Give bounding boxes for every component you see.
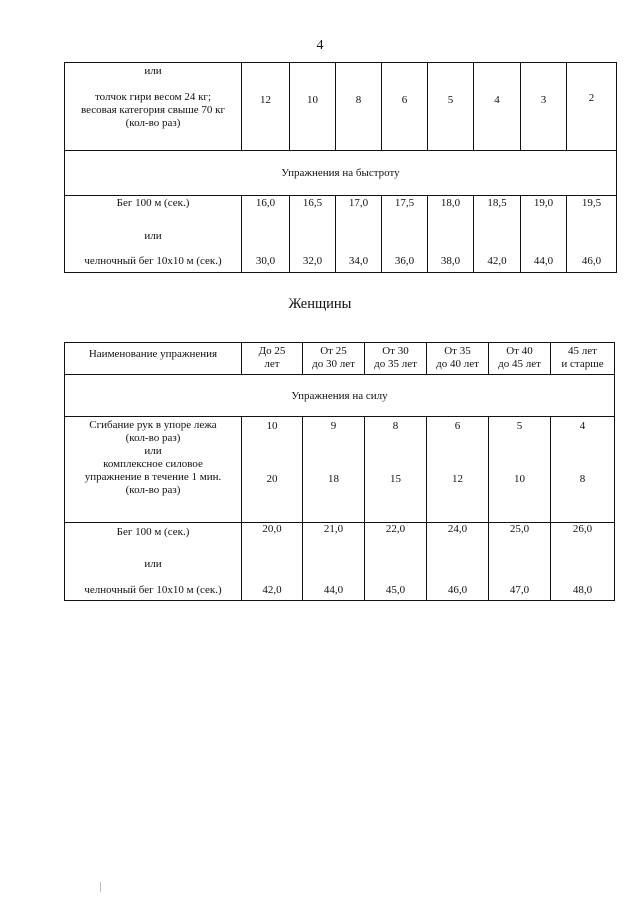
label-line: комплексное силовое bbox=[103, 458, 203, 470]
label-line: весовая категория свыше 70 кг bbox=[81, 104, 225, 116]
value-pair bbox=[551, 523, 615, 601]
value-bottom: 32,0 bbox=[302, 255, 323, 267]
header-line: От 30 bbox=[382, 345, 409, 357]
value-top: 26,0 bbox=[572, 523, 593, 535]
header-line: и старше bbox=[561, 358, 604, 370]
value-pair bbox=[551, 417, 615, 523]
label-line: (кол-во раз) bbox=[125, 432, 181, 444]
value-bottom: 46,0 bbox=[447, 584, 468, 596]
value-top: 18,5 bbox=[487, 197, 507, 209]
kettlebell-row bbox=[65, 63, 617, 151]
label-line: или bbox=[144, 65, 162, 77]
header-age-column bbox=[242, 343, 303, 375]
value-top: 16,0 bbox=[255, 197, 276, 209]
value-top: 17,5 bbox=[394, 197, 415, 209]
value-pair bbox=[382, 196, 428, 273]
value-bottom: 38,0 bbox=[440, 255, 461, 267]
value-pair bbox=[242, 196, 290, 273]
header-line: От 35 bbox=[444, 345, 471, 357]
run-exercise-name bbox=[65, 523, 242, 601]
section-row-strength bbox=[65, 375, 615, 417]
header-age-column bbox=[427, 343, 489, 375]
scan-artifact-mark bbox=[100, 882, 101, 892]
label-line: или bbox=[144, 445, 162, 457]
label-mid: или bbox=[144, 558, 162, 570]
value-bottom: 44,0 bbox=[533, 255, 554, 267]
value-bottom: 12 bbox=[452, 473, 463, 485]
value-bottom: 44,0 bbox=[323, 584, 344, 596]
strength-row bbox=[65, 417, 615, 523]
header-line: От 25 bbox=[320, 345, 347, 357]
value-top: 25,0 bbox=[509, 523, 530, 535]
value-pair bbox=[303, 523, 365, 601]
value-bottom: 10 bbox=[514, 473, 525, 485]
value-bottom: 18 bbox=[328, 473, 339, 485]
value-bottom: 47,0 bbox=[509, 584, 530, 596]
value-top: 18,0 bbox=[440, 197, 461, 209]
value-pair bbox=[427, 417, 489, 523]
value-cell: 2 bbox=[567, 63, 617, 151]
value-bottom: 34,0 bbox=[348, 255, 369, 267]
header-line: до 35 лет bbox=[374, 358, 417, 370]
label-bottom: челночный бег 10х10 м (сек.) bbox=[84, 255, 222, 267]
value-cell: 10 bbox=[290, 63, 336, 151]
page-number: 4 bbox=[316, 38, 324, 53]
label-top: Бег 100 м (сек.) bbox=[116, 197, 190, 209]
value-cell: 3 bbox=[521, 63, 567, 151]
label-mid: или bbox=[144, 230, 162, 242]
value-bottom: 45,0 bbox=[385, 584, 406, 596]
value-top: 4 bbox=[579, 420, 586, 432]
value-pair bbox=[427, 523, 489, 601]
label-line: Сгибание рук в упоре лежа bbox=[89, 419, 217, 431]
value-bottom: 36,0 bbox=[394, 255, 415, 267]
value-top: 19,0 bbox=[533, 197, 554, 209]
header-age-column bbox=[303, 343, 365, 375]
value-bottom: 15 bbox=[390, 473, 401, 485]
label-top: Бег 100 м (сек.) bbox=[116, 526, 190, 538]
header-line: до 45 лет bbox=[498, 358, 541, 370]
header-line: До 25 bbox=[258, 345, 286, 357]
value-bottom: 30,0 bbox=[255, 255, 276, 267]
value-pair bbox=[290, 196, 336, 273]
value-bottom: 42,0 bbox=[487, 255, 507, 267]
label-bottom: челночный бег 10х10 м (сек.) bbox=[84, 584, 222, 596]
header-line: до 30 лет bbox=[312, 358, 355, 370]
run-row bbox=[65, 523, 615, 601]
value-pair bbox=[489, 523, 551, 601]
value-top: 9 bbox=[330, 420, 337, 432]
value-pair bbox=[567, 196, 617, 273]
value-bottom: 46,0 bbox=[581, 255, 602, 267]
header-age-column bbox=[551, 343, 615, 375]
label-line bbox=[69, 78, 237, 91]
value-cell: 4 bbox=[474, 63, 521, 151]
value-pair bbox=[303, 417, 365, 523]
value-top: 24,0 bbox=[447, 523, 468, 535]
value-top: 17,0 bbox=[348, 197, 369, 209]
value-pair bbox=[242, 523, 303, 601]
value-top: 8 bbox=[392, 420, 399, 432]
strength-exercise-name bbox=[65, 417, 242, 523]
value-top: 10 bbox=[266, 420, 278, 432]
header-row bbox=[65, 343, 615, 375]
value-bottom: 48,0 bbox=[572, 584, 593, 596]
value-bottom: 20 bbox=[266, 473, 278, 485]
value-pair bbox=[474, 196, 521, 273]
label-line: (кол-во раз) bbox=[125, 484, 181, 496]
value-top: 19,5 bbox=[581, 197, 602, 209]
section-title-speed: Упражнения на быстроту bbox=[65, 151, 617, 196]
header-age-column bbox=[365, 343, 427, 375]
value-pair bbox=[428, 196, 474, 273]
section-row-speed bbox=[65, 151, 617, 196]
value-pair bbox=[521, 196, 567, 273]
value-cell: 12 bbox=[242, 63, 290, 151]
label-line: упражнение в течение 1 мин. bbox=[84, 471, 222, 483]
value-pair bbox=[336, 196, 382, 273]
value-top: 22,0 bbox=[385, 523, 406, 535]
section-title-strength: Упражнения на силу bbox=[65, 375, 615, 417]
value-top: 16,5 bbox=[302, 197, 323, 209]
value-top: 6 bbox=[454, 420, 461, 432]
kettlebell-exercise-name bbox=[65, 63, 242, 151]
label-line: толчок гири весом 24 кг; bbox=[95, 91, 211, 103]
value-cell: 5 bbox=[428, 63, 474, 151]
value-cell: 6 bbox=[382, 63, 428, 151]
speed-row bbox=[65, 196, 617, 273]
value-top: 20,0 bbox=[262, 523, 282, 535]
header-age-column bbox=[489, 343, 551, 375]
value-bottom: 42,0 bbox=[262, 584, 282, 596]
value-bottom: 8 bbox=[579, 473, 586, 485]
header-line: От 40 bbox=[506, 345, 533, 357]
women-heading: Женщины bbox=[288, 296, 352, 312]
header-exercise-name: Наименование упражнения bbox=[65, 343, 242, 375]
value-cell: 8 bbox=[336, 63, 382, 151]
header-line: 45 лет bbox=[568, 345, 597, 357]
value-pair bbox=[242, 417, 303, 523]
header-line: до 40 лет bbox=[436, 358, 479, 370]
value-top: 5 bbox=[516, 420, 523, 432]
men-standards-table-continued bbox=[64, 62, 617, 273]
value-pair bbox=[489, 417, 551, 523]
value-pair bbox=[365, 417, 427, 523]
value-pair bbox=[365, 523, 427, 601]
value-top: 21,0 bbox=[323, 523, 344, 535]
label-line: (кол-во раз) bbox=[125, 117, 181, 129]
women-standards-table bbox=[64, 342, 615, 601]
header-line: лет bbox=[264, 358, 280, 370]
speed-exercise-name bbox=[65, 196, 242, 273]
